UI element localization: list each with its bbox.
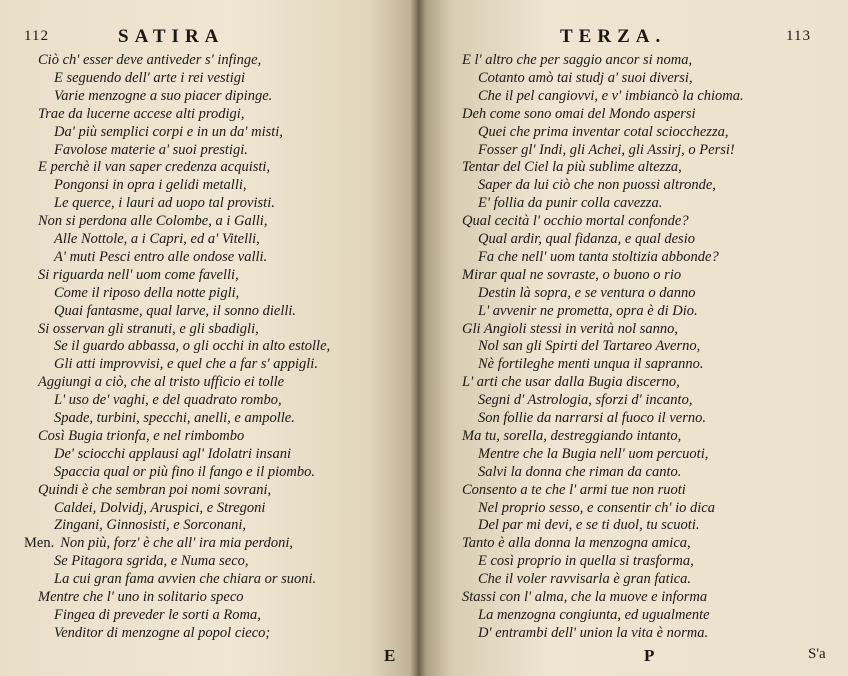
verse-line [54,553,249,570]
verse-line [54,177,247,194]
verse-line [54,142,248,159]
verse-line [462,589,707,606]
verse-line [38,374,284,391]
verse-text: Segni d' Astrologia, sforzi d' incanto, [478,392,693,409]
verse-text: Fingea di preveder le sorti a Roma, [54,606,261,623]
verse-line [38,482,271,499]
verse-text: Si riguarda nell' uom come favelli, [38,266,239,283]
verse-text: E l' altro che per saggio ancor si noma, [462,52,693,68]
verse-line [478,142,735,159]
verse-line [478,464,681,481]
verse-line [54,195,275,212]
verse-line [54,500,265,517]
verse-text: Se il guardo abbassa, o gli occhi in alto estolle, [54,338,331,355]
right-catchword: S'a [808,646,826,662]
right-page-number: 113 [786,28,811,44]
verse-text: Trae da lucerne accese alti prodigi, [38,105,245,122]
verse-line [478,517,700,534]
verse-line [478,195,662,212]
verse-text: Si osservan gli stranuti, e gli sbadigli, [38,320,259,337]
verse-line [478,303,698,320]
verse-line [462,106,696,123]
verse-text: E perchè il van saper credenza acquisti, [38,159,271,176]
verse-text: A' muti Pesci entro alle ondose valli. [54,248,268,265]
left-running-head: SATIRA [118,26,225,47]
verse-text: Fa che nell' uom tanta stoltizia abbonde? [478,248,719,265]
verse-line [38,428,244,445]
speaker-label: Men. [24,535,55,552]
verse-text: Favolose materie a' suoi prestigi. [54,141,248,158]
verse-line [38,213,267,230]
verse-text: Non si perdona alle Colombe, a i Galli, [38,213,268,230]
verse-line [478,607,710,624]
verse-text: Salvi la donna che riman da canto. [478,463,682,480]
verse-text: Ciò ch' esser deve antiveder s' infinge, [38,52,262,68]
verse-line [462,374,680,391]
verse-line [462,213,689,230]
verse-text: Destin là sopra, e se ventura o danno [478,284,696,301]
verse-text: Quindi è che sembran poi nomi sovrani, [38,481,272,498]
verse-line [478,446,708,463]
verse-line [478,553,694,570]
verse-line [478,231,695,248]
verse-text: Da' più semplici corpi e in un da' misti, [54,123,283,140]
verse-line [462,428,681,445]
verse-text: D' entrambi dell' union la vita è norma. [478,624,709,641]
verse-text: Aggiungi a ciò, che al tristo ufficio ei tolle [38,374,285,391]
verse-line [478,88,744,105]
verse-line [54,392,282,409]
verse-text: La menzogna congiunta, ed ugualmente [478,606,710,623]
verse-text: Alle Nottole, a i Capri, ed a' Vitelli, [54,231,260,247]
verse-line [54,571,316,588]
verse-line [54,356,318,373]
verse-text: Caldei, Dolvidj, Aruspici, e Stregoni [54,499,266,516]
verse-text: Consento a te che l' armi tue non ruoti [462,481,686,498]
verse-text: Cotanto amò tai studj a' suoi diversi, [478,69,693,86]
verse-line [478,285,695,302]
verse-text: Spaccia qual or più fino il fango e il piombo. [54,463,315,480]
verse-text: Qual ardir, qual fidanza, e qual desio [478,231,695,247]
verse-text: Deh come sono omai del Mondo aspersi [462,105,696,122]
verse-text: L' avvenir ne prometta, opra è di Dio. [478,302,698,319]
verse-line [478,571,691,588]
verse-text: De' sciocchi applausi agl' Idolatri insani [54,445,291,462]
verse-line [478,338,700,355]
verse-text: Tanto è alla donna la menzogna amica, [462,535,691,552]
verse-text: Nel proprio sesso, e consentir ch' io dica [478,499,715,516]
verse-text: Se Pitagora sgrida, e Numa seco, [54,553,249,570]
verse-text: E seguendo dell' arte i rei vestigi [54,69,246,86]
verse-text: Gli atti improvvisi, e quel che a far s' appigli. [54,356,318,373]
verse-text: Mentre che l' uno in solitario speco [38,589,244,605]
verse-text: Zingani, Ginnosisti, e Sorconani, [54,517,246,534]
verse-line [54,303,296,320]
verse-text: Fosser gl' Indi, gli Achei, gli Assirj, o Persi! [478,141,735,158]
verse-line [478,249,719,266]
verse-line [462,267,681,284]
verse-text: E' follia da punir colla cavezza. [478,195,663,212]
verse-line [24,535,293,552]
verse-line [54,607,261,624]
verse-text: L' arti che usar dalla Bugia discerno, [462,374,680,391]
verse-text: Gli Angioli stessi in verità nol sanno, [462,320,679,337]
verse-text: Qual cecità l' occhio mortal confonde? [462,213,689,230]
verse-line [54,231,260,248]
verse-text: Del par mi devi, e se ti duol, tu scuoti. [478,517,700,534]
verse-line [478,500,715,517]
verse-text: Son follie da narrarsi al fuoco il verno. [478,410,706,426]
verse-line [38,106,244,123]
verse-text: Spade, turbini, specchi, anelli, e ampolle. [54,410,295,426]
left-page-number: 112 [24,28,49,44]
verse-text: Saper da lui ciò che non puossi altronde, [478,177,716,194]
verse-text: L' uso de' vaghi, e del quadrato rombo, [54,392,282,409]
verse-line [54,338,330,355]
verse-line [38,589,244,606]
verse-line [478,70,693,87]
verse-text: E così proprio in quella si trasforma, [478,553,694,570]
verse-line [54,517,246,534]
verse-text: La cui gran fama avvien che chiara or suoni. [54,571,317,588]
verse-line [54,410,295,427]
verse-text: Che il pel cangiovvi, e v' imbiancò la chioma. [478,87,744,104]
verse-line [54,285,239,302]
verse-text: Così Bugia trionfa, e nel rimbombo [38,427,245,444]
verse-line [478,392,692,409]
verse-line [478,625,708,642]
verse-text: Nè fortileghe menti unqua il sapranno. [478,356,704,373]
verse-line [38,321,259,338]
verse-text: Come il riposo della notte pigli, [54,284,240,301]
verse-line [54,625,270,642]
verse-text: Pongonsi in opra i gelidi metalli, [54,177,247,194]
verse-line [38,267,239,284]
verse-line [54,88,272,105]
verse-text: Che il voler ravvisarla è gran fatica. [478,571,692,588]
verse-line [54,464,315,481]
verse-text: Stassi con l' alma, che la muove e informa [462,589,708,605]
verse-line [54,446,291,463]
verse-line [54,70,245,87]
right-signature: P [644,646,655,665]
verse-line [478,356,704,373]
verse-text: Non più, forz' è che all' ira mia perdoni, [60,535,294,552]
verse-line [54,249,267,266]
book-gutter [410,0,426,676]
verse-text: Le querce, i lauri ad uopo tal provisti. [54,195,275,212]
right-page [418,0,848,676]
verse-text: Quei che prima inventar cotal sciocchezza, [478,123,729,140]
verse-line [462,321,678,338]
verse-text: Ma tu, sorella, destreggiando intanto, [462,427,682,444]
verse-text: Quai fantasme, qual larve, il sonno dielli. [54,302,297,319]
right-running-head: TERZA. [560,26,667,47]
verse-text: Varie menzogne a suo piacer dipinge. [54,87,273,104]
verse-text: Mentre che la Bugia nell' uom percuoti, [478,445,709,462]
verse-text: Mirar qual ne sovraste, o buono o rio [462,266,682,283]
verse-text: Nol san gli Spirti del Tartareo Averno, [478,338,701,355]
verse-line [462,159,682,176]
verse-text: Venditor di menzogne al popol cieco; [54,624,271,641]
verse-line [478,124,728,141]
verse-line [462,482,686,499]
left-page [0,0,418,676]
verse-line [38,159,270,176]
verse-line [38,52,261,69]
verse-line [54,124,283,141]
verse-line [462,535,691,552]
verse-text: Tentar del Ciel la più sublime altezza, [462,159,682,176]
verse-line [478,410,706,427]
verse-line [462,52,692,69]
left-catchword: E [384,646,396,665]
verse-line [478,177,716,194]
